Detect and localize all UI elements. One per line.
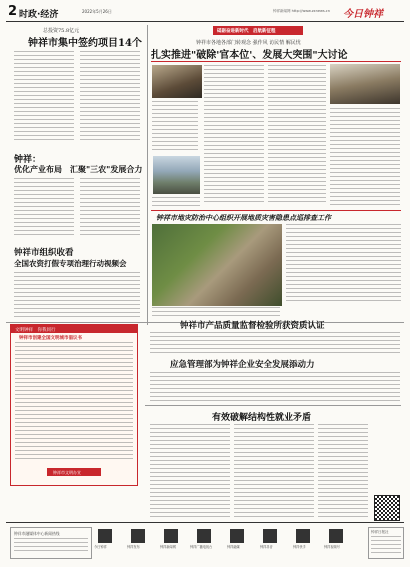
section-title: 时政·经济 — [19, 10, 59, 20]
footer-contact-box — [368, 527, 404, 559]
right-text-a — [152, 101, 198, 153]
footer-icon-label: 钟祥视频号 — [324, 545, 340, 549]
full-rule-2 — [145, 405, 401, 406]
feature-rule-top — [151, 210, 401, 211]
safety-headline: 应急管理部为钟祥企业安全发展添动力 — [170, 360, 315, 370]
page-number: 2 — [8, 4, 18, 19]
footer-contact-text — [371, 536, 401, 556]
left-article2-text-a — [14, 178, 74, 238]
right-subtitle: 钟祥市各地各部门转观念 强作风 访民情 解民忧 — [196, 40, 301, 46]
top-banner — [213, 26, 303, 35]
footer-note: 钟祥市融媒体中心新闻热线 — [14, 531, 60, 536]
footer-icon-label: 钟祥广播电视台 — [190, 545, 213, 549]
footer-icon-label: 钟祥快手 — [293, 545, 306, 549]
left-headline: 钟祥市集中签约项目14个 — [28, 38, 142, 49]
left-h2-part1: 钟祥： — [14, 155, 42, 165]
sidebar-stamp — [47, 468, 101, 476]
left-article3-text — [14, 272, 140, 318]
footer-rule — [6, 522, 404, 523]
footer-icon-label: 钟祥抖音 — [260, 545, 273, 549]
employment-headline: 有效破解结构性就业矛盾 — [212, 413, 312, 423]
sidebar-box — [10, 324, 138, 486]
sidebar-stamp-text: 钟祥市文明办宣 — [53, 469, 81, 475]
employment-text-c — [318, 424, 368, 519]
footer-qr-icon — [263, 529, 277, 543]
safety-text — [150, 372, 400, 402]
footer-contact: 钟祥日报社 — [371, 530, 389, 534]
left-kicker: 总投资75.8亿元 — [43, 28, 80, 34]
right-headline: 扎实推进"破除'官本位'、发展大突围"大讨论 — [151, 50, 348, 61]
footer-qr-icon — [164, 529, 178, 543]
right-headline-rule — [151, 61, 401, 62]
photo-visit — [330, 64, 400, 104]
feature-caption — [152, 307, 280, 317]
photo-landslide — [152, 224, 282, 306]
issue-date: 2022年5月26日 — [82, 9, 112, 14]
left-article-text-a — [14, 51, 74, 141]
right-text-b — [204, 65, 264, 205]
feature-text — [286, 224, 401, 304]
feature-headline: 钟祥市地灾防治中心组织开展地质灾害隐患点巡排查工作 — [156, 214, 331, 222]
footer-qr-icon — [131, 529, 145, 543]
employment-text-a — [150, 424, 230, 519]
footer-qr-icon — [197, 529, 211, 543]
banner-text: 砥砺奋进新时代 启航新征程 — [217, 28, 276, 34]
right-text-d — [330, 108, 400, 205]
footer-qr-icon — [98, 529, 112, 543]
photo-street — [153, 156, 200, 194]
footer-icon-label: 钟祥新闻网 — [160, 545, 176, 549]
footer-icon-label: 钟祥融媒 — [227, 545, 240, 549]
footer-note-text — [14, 538, 88, 554]
right-text-c — [268, 65, 326, 205]
sidebar-box-text — [15, 342, 133, 462]
qr-code — [374, 495, 400, 521]
left-h3-part1: 钟祥市组织收看 — [14, 248, 74, 258]
column-divider — [147, 25, 148, 325]
footer-qr-icon — [329, 529, 343, 543]
footer-icon-row — [94, 527, 364, 559]
footer-qr-icon — [296, 529, 310, 543]
footer-qr-icon — [230, 529, 244, 543]
header-rule — [6, 21, 404, 22]
sidebar-box-header — [11, 325, 137, 333]
employment-text-b — [234, 424, 314, 519]
left-article2-text-b — [80, 178, 140, 238]
quality-headline: 钟祥市产品质量监督检验所获资质认证 — [180, 321, 325, 331]
header-bar — [8, 6, 402, 20]
sidebar-box-subtitle: 钟祥市创建全国文明城市倡议书 — [19, 336, 82, 341]
footer-icon-label: 钟祥发布 — [127, 545, 140, 549]
left-h3-part2: 全国农资打假专项治理行动视频会 — [14, 259, 127, 268]
left-h2-part2: 优化产业布局 汇聚"三农"发展合力 — [14, 164, 143, 174]
quality-text — [150, 332, 400, 354]
site-url: 钟祥新闻网 http://www.zxnews.cn — [273, 9, 330, 13]
footer-note-box — [10, 527, 92, 559]
photo-meeting — [152, 65, 202, 98]
left-article-text-b — [80, 51, 140, 141]
sidebar-box-title: 文明钟祥 你我同行 — [15, 327, 56, 333]
footer-icon-label: 今日钟祥 — [94, 545, 107, 549]
masthead: 今日钟祥 — [343, 9, 383, 20]
right-text-e — [152, 197, 200, 207]
